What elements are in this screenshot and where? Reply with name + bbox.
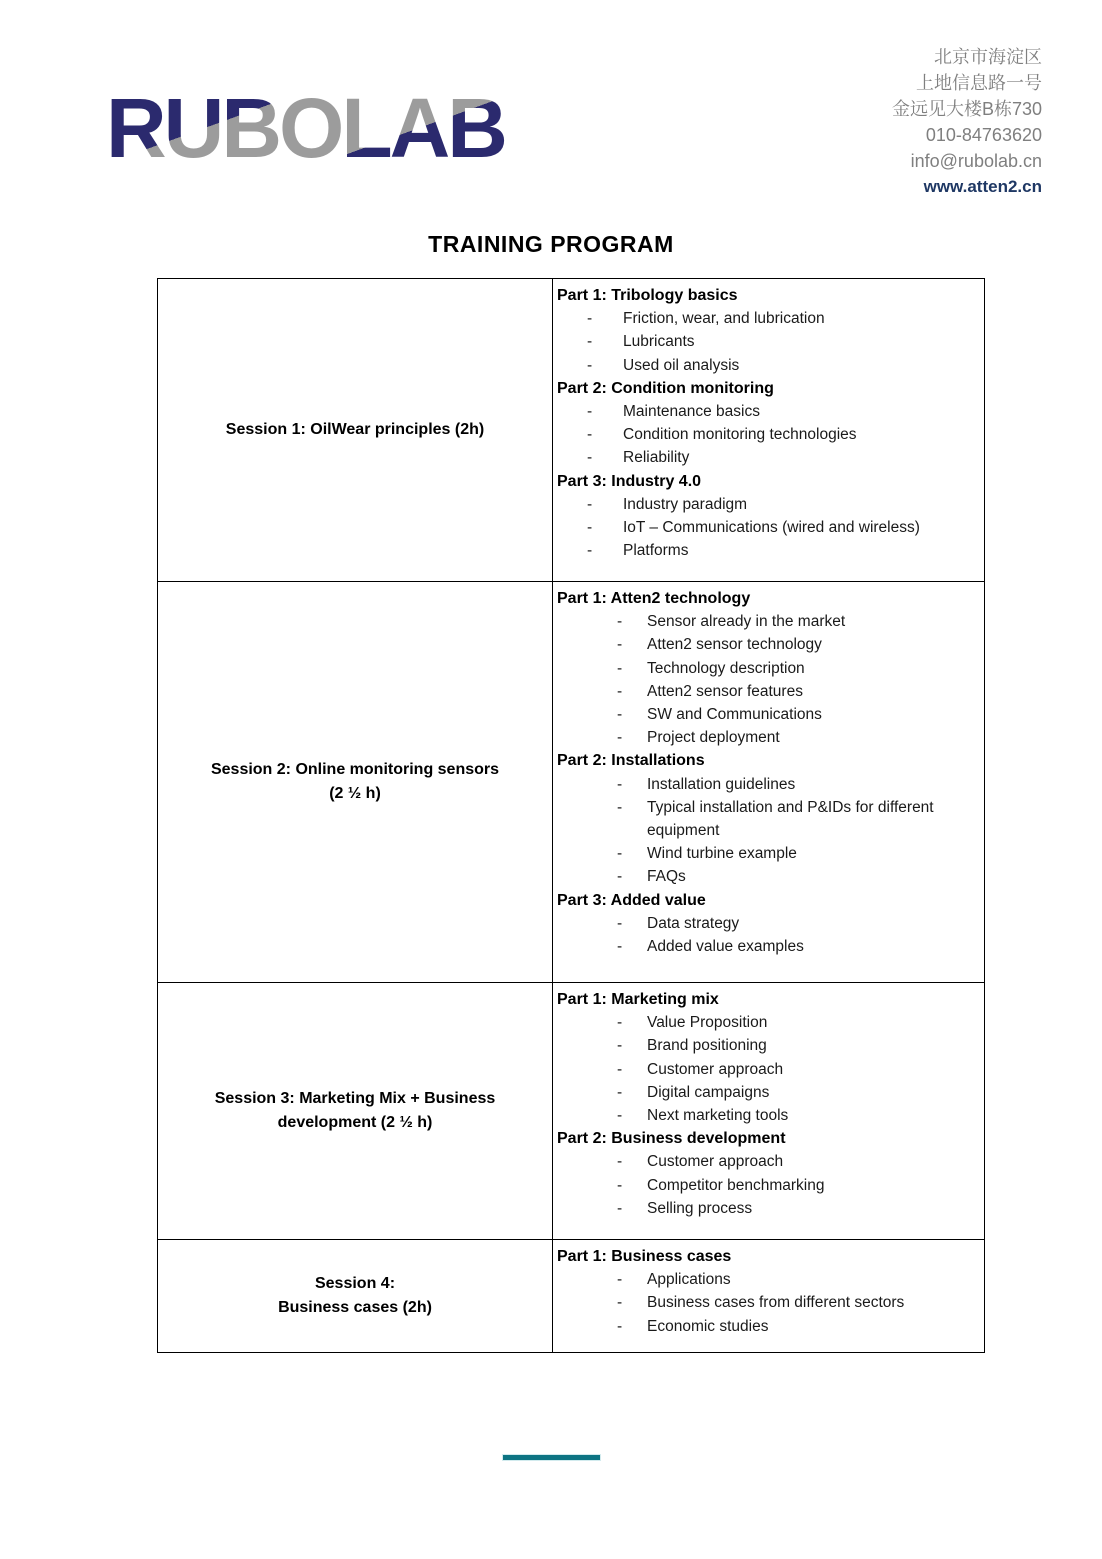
bullet-text: Value Proposition	[647, 1014, 768, 1032]
session-title-line: Session 1: OilWear principles (2h)	[225, 421, 485, 438]
bullet-text: Used oil analysis	[623, 356, 740, 374]
session-title-line: Session 4:	[314, 1275, 396, 1292]
bullet-dash: -	[617, 1317, 623, 1335]
bullet-dash: -	[617, 798, 623, 816]
bullet-text: Installation guidelines	[647, 775, 796, 793]
bullet-item	[587, 516, 978, 539]
phone-number: 010-84763620	[925, 125, 1042, 145]
bullet-item	[617, 1174, 978, 1197]
bullet-dash: -	[587, 356, 593, 374]
bullet-item	[617, 1058, 978, 1081]
document-title: TRAINING PROGRAM	[428, 231, 674, 257]
bullet-dash: -	[617, 1083, 623, 1101]
bullet-item	[617, 935, 978, 958]
content-cell	[553, 983, 984, 1239]
address-line-district: 北京市海淀区	[934, 47, 1042, 67]
bullet-item	[617, 1268, 978, 1291]
bullet-dash: -	[617, 775, 623, 793]
bullet-item	[617, 865, 978, 888]
bullet-item	[617, 657, 978, 680]
bullet-text: Reliability	[623, 449, 690, 467]
website-url: www.atten2.cn	[923, 177, 1042, 196]
bullet-item	[617, 1104, 978, 1127]
footer-divider-line	[502, 1454, 601, 1461]
table-row	[158, 1240, 984, 1352]
bullet-item	[617, 1150, 978, 1173]
bullet-dash: -	[617, 706, 623, 724]
bullet-item	[617, 1034, 978, 1057]
part-heading: Part 1: Atten2 technology	[557, 590, 751, 607]
bullet-dash: -	[587, 495, 593, 513]
content-cell	[553, 1240, 984, 1352]
bullet-text: Digital campaigns	[647, 1083, 770, 1101]
bullet-item	[587, 446, 978, 469]
bullet-dash: -	[617, 1294, 623, 1312]
session-cell	[158, 582, 553, 982]
part-heading: Part 2: Business development	[557, 1130, 786, 1148]
part-heading: Part 3: Industry 4.0	[557, 472, 702, 490]
rubolab-logo: RUBOLAB	[106, 81, 505, 175]
bullet-item	[617, 1315, 978, 1338]
session-title-line: (2 ½ h)	[329, 785, 381, 802]
bullet-item	[617, 726, 978, 749]
bullet-text: Project deployment	[647, 729, 780, 747]
bullet-text: Customer approach	[647, 1153, 784, 1171]
bullet-dash: -	[617, 659, 623, 677]
part-heading: Part 1: Marketing mix	[557, 991, 719, 1008]
bullet-item	[587, 493, 978, 516]
bullet-dash: -	[617, 1199, 623, 1217]
bullet-dash: -	[587, 519, 593, 537]
bullet-text: Data strategy	[647, 914, 740, 932]
bullet-text: Friction, wear, and lubrication	[623, 310, 825, 328]
bullet-text: Applications	[647, 1271, 731, 1289]
bullet-dash: -	[617, 1014, 623, 1032]
bullet-dash: -	[617, 1153, 623, 1171]
bullet-dash: -	[617, 938, 623, 956]
bullet-item	[617, 842, 978, 865]
bullet-dash: -	[617, 1271, 623, 1289]
bullet-item	[587, 307, 978, 330]
bullet-dash: -	[617, 1060, 623, 1078]
bullet-dash: -	[617, 1176, 623, 1194]
bullet-item	[587, 423, 978, 446]
part-heading: Part 1: Business cases	[557, 1248, 732, 1265]
bullet-item	[587, 330, 978, 353]
session-cell	[158, 279, 553, 581]
email-address: info@rubolab.cn	[910, 151, 1042, 171]
table-row	[158, 279, 984, 582]
address-line-street: 上地信息路一号	[916, 73, 1042, 93]
bullet-dash: -	[587, 310, 593, 328]
bullet-dash: -	[617, 868, 623, 886]
bullet-text: Sensor already in the market	[647, 613, 846, 631]
bullet-text: Competitor benchmarking	[647, 1176, 825, 1194]
bullet-item	[617, 703, 978, 726]
bullet-item	[617, 1011, 978, 1034]
bullet-dash: -	[617, 914, 623, 932]
bullet-text: Maintenance basics	[623, 403, 760, 421]
bullet-item	[617, 1081, 978, 1104]
session-title-line: Session 2: Online monitoring sensors	[210, 761, 500, 778]
bullet-text: Economic studies	[647, 1317, 769, 1335]
bullet-text: Industry paradigm	[623, 495, 748, 513]
bullet-item	[587, 400, 978, 423]
session-title-line: development (2 ½ h)	[277, 1114, 433, 1131]
bullet-dash: -	[587, 426, 593, 444]
content-cell	[553, 582, 984, 982]
bullet-dash: -	[617, 682, 623, 700]
bullet-item	[617, 773, 978, 796]
session-cell	[158, 1240, 553, 1352]
bullet-text: Business cases from different sectors	[647, 1294, 905, 1312]
bullet-text: Atten2 sensor features	[647, 682, 803, 700]
part-heading: Part 1: Tribology basics	[557, 287, 738, 304]
bullet-dash: -	[587, 403, 593, 421]
bullet-text: FAQs	[647, 868, 686, 886]
bullet-item	[617, 610, 978, 633]
bullet-text: Typical installation and P&IDs for different equipment	[647, 798, 934, 840]
bullet-item	[617, 680, 978, 703]
bullet-item	[617, 1291, 978, 1314]
address-line-building: 金远见大楼B栋730	[891, 99, 1042, 119]
bullet-text: Lubricants	[623, 333, 695, 351]
bullet-text: Brand positioning	[647, 1037, 767, 1055]
contact-block	[892, 44, 1042, 200]
bullet-dash: -	[617, 613, 623, 631]
part-heading: Part 2: Installations	[557, 752, 705, 770]
bullet-dash: -	[587, 449, 593, 467]
table-row	[158, 582, 984, 983]
bullet-dash: -	[617, 729, 623, 747]
bullet-text: Customer approach	[647, 1060, 784, 1078]
bullet-item	[617, 796, 978, 842]
bullet-item	[617, 912, 978, 935]
bullet-dash: -	[587, 542, 593, 560]
bullet-dash: -	[617, 636, 623, 654]
session-title-line: Session 3: Marketing Mix + Business	[214, 1090, 496, 1107]
bullet-text: SW and Communications	[647, 706, 822, 724]
bullet-text: Added value examples	[647, 938, 804, 956]
bullet-dash: -	[617, 845, 623, 863]
bullet-item	[617, 1197, 978, 1220]
training-program-table	[157, 278, 985, 1353]
bullet-text: IoT – Communications (wired and wireless)	[623, 519, 920, 537]
bullet-item	[587, 539, 978, 562]
part-heading: Part 3: Added value	[557, 891, 706, 909]
bullet-text: Next marketing tools	[647, 1107, 789, 1125]
bullet-text: Selling process	[647, 1199, 753, 1217]
bullet-text: Condition monitoring technologies	[623, 426, 857, 444]
part-heading: Part 2: Condition monitoring	[557, 379, 774, 397]
bullet-dash: -	[617, 1037, 623, 1055]
bullet-text: Technology description	[647, 659, 805, 677]
session-title-line: Business cases (2h)	[278, 1299, 432, 1316]
bullet-text: Platforms	[623, 542, 689, 560]
table-row	[158, 983, 984, 1240]
bullet-dash: -	[587, 333, 593, 351]
bullet-item	[617, 633, 978, 656]
content-cell	[553, 279, 984, 581]
bullet-dash: -	[617, 1107, 623, 1125]
bullet-text: Wind turbine example	[647, 845, 797, 863]
bullet-item	[587, 354, 978, 377]
session-cell	[158, 983, 553, 1239]
bullet-text: Atten2 sensor technology	[647, 636, 822, 654]
